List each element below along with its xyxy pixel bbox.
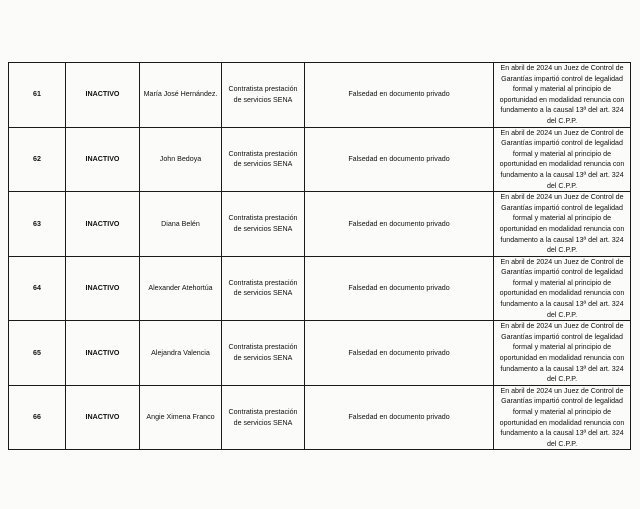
record-status: INACTIVO: [66, 192, 140, 257]
record-offense: Falsedad en documento privado: [305, 385, 494, 450]
record-status: INACTIVO: [66, 256, 140, 321]
record-name: Angie Ximena Franco: [140, 385, 222, 450]
record-status: INACTIVO: [66, 127, 140, 192]
record-status: INACTIVO: [66, 63, 140, 128]
record-number: 61: [9, 63, 66, 128]
table-row: [9, 192, 631, 257]
record-note: En abril de 2024 un Juez de Control de Garantías impartió control de legalidad formal y material al principio de oportunidad en modalidad renuncia con fundamento a la causal 13ª del art. 324 del C.P.P.: [494, 192, 631, 257]
record-contract: Contratista prestación de servicios SENA: [222, 256, 305, 321]
record-status: INACTIVO: [66, 385, 140, 450]
record-name: Alexander Atehortúa: [140, 256, 222, 321]
record-contract: Contratista prestación de servicios SENA: [222, 192, 305, 257]
record-name: John Bedoya: [140, 127, 222, 192]
record-note: En abril de 2024 un Juez de Control de Garantías impartió control de legalidad formal y material al principio de oportunidad en modalidad renuncia con fundamento a la causal 13ª del art. 324 del C.P.P.: [494, 127, 631, 192]
page-top-margin: [0, 0, 640, 62]
table-row: [9, 256, 631, 321]
record-contract: Contratista prestación de servicios SENA: [222, 385, 305, 450]
table-row: [9, 385, 631, 450]
record-contract: Contratista prestación de servicios SENA: [222, 127, 305, 192]
table-row: [9, 321, 631, 386]
record-contract: Contratista prestación de servicios SENA: [222, 63, 305, 128]
record-name: Alejandra Valencia: [140, 321, 222, 386]
record-offense: Falsedad en documento privado: [305, 63, 494, 128]
record-number: 64: [9, 256, 66, 321]
record-offense: Falsedad en documento privado: [305, 192, 494, 257]
record-offense: Falsedad en documento privado: [305, 321, 494, 386]
record-number: 63: [9, 192, 66, 257]
record-offense: Falsedad en documento privado: [305, 256, 494, 321]
record-offense: Falsedad en documento privado: [305, 127, 494, 192]
record-note: En abril de 2024 un Juez de Control de Garantías impartió control de legalidad formal y material al principio de oportunidad en modalidad renuncia con fundamento a la causal 13ª del art. 324 del C.P.P.: [494, 63, 631, 128]
records-table: [8, 62, 631, 450]
record-contract: Contratista prestación de servicios SENA: [222, 321, 305, 386]
record-note: En abril de 2024 un Juez de Control de Garantías impartió control de legalidad formal y material al principio de oportunidad en modalidad renuncia con fundamento a la causal 13ª del art. 324 del C.P.P.: [494, 321, 631, 386]
record-number: 62: [9, 127, 66, 192]
table-row: [9, 127, 631, 192]
records-table-body: [9, 63, 631, 450]
record-status: INACTIVO: [66, 321, 140, 386]
record-number: 65: [9, 321, 66, 386]
record-note: En abril de 2024 un Juez de Control de Garantías impartió control de legalidad formal y material al principio de oportunidad en modalidad renuncia con fundamento a la causal 13ª del art. 324 del C.P.P.: [494, 385, 631, 450]
table-row: [9, 63, 631, 128]
record-number: 66: [9, 385, 66, 450]
record-name: María José Hernández.: [140, 63, 222, 128]
record-name: Diana Belén: [140, 192, 222, 257]
record-note: En abril de 2024 un Juez de Control de Garantías impartió control de legalidad formal y material al principio de oportunidad en modalidad renuncia con fundamento a la causal 13ª del art. 324 del C.P.P.: [494, 256, 631, 321]
